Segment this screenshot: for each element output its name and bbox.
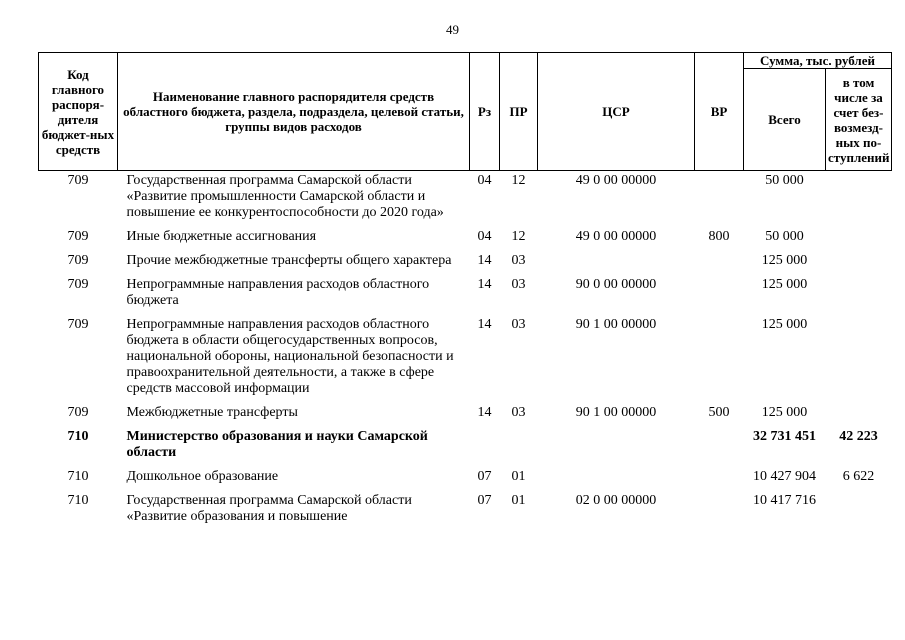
table-row (39, 171, 892, 230)
cell-rz: 14 (477, 253, 492, 268)
header-name: Наименование главного распорядителя средств областного бюджета, раздела, подраздела, целевой статьи, группы видов расходов (118, 53, 470, 171)
cell-csr: 49 0 00 00000 (575, 229, 657, 244)
cell-rz (470, 429, 500, 469)
cell-name: Государственная программа Самарской области «Развитие образования и повышение (126, 493, 412, 524)
budget-table (38, 52, 892, 533)
cell-name: Непрограммные направления расходов областного бюджета в области общегосударственных вопросов, национальной обороны, национальной безопасности и правоохранительной деятельности, а также в сфере средств массовой информации (126, 317, 454, 396)
cell-total: 125 000 (761, 317, 808, 332)
cell-csr: 49 0 00 00000 (575, 173, 657, 188)
header-pr: ПР (500, 53, 538, 171)
table-row (39, 253, 892, 277)
cell-code: 709 (67, 317, 89, 332)
cell-vr (695, 171, 744, 230)
header-grant: в том числе за счет без-возмезд-ных по-ступлений (826, 69, 892, 171)
cell-grant: 42 223 (839, 429, 878, 444)
cell-grant (826, 317, 892, 405)
cell-grant (826, 171, 892, 230)
cell-name: Государственная программа Самарской области «Развитие промышленности Самарской области и повышение ее конкурентоспособности до 2020 года» (126, 173, 444, 220)
table-body (39, 171, 892, 534)
cell-rz: 04 (477, 173, 492, 188)
cell-vr (695, 429, 744, 469)
header-sum-title: Сумма, тыс. рублей (744, 53, 892, 69)
cell-grant (826, 277, 892, 317)
header-rz: Рз (470, 53, 500, 171)
cell-code: 710 (67, 429, 89, 444)
cell-csr: 02 0 00 00000 (575, 493, 657, 508)
cell-rz: 04 (477, 229, 492, 244)
cell-pr: 01 (511, 493, 526, 508)
cell-name: Иные бюджетные ассигнования (126, 229, 317, 244)
cell-grant: 6 622 (842, 469, 875, 484)
header-code: Код главного распоря-дителя бюджет-ных средств (39, 53, 118, 171)
table-row (39, 429, 892, 469)
cell-pr: 03 (511, 277, 526, 292)
cell-grant (826, 405, 892, 429)
cell-name: Министерство образования и науки Самарской области (126, 429, 428, 460)
cell-total: 32 731 451 (753, 429, 816, 444)
cell-total: 10 427 904 (753, 469, 816, 484)
cell-total: 50 000 (765, 229, 804, 244)
cell-rz: 07 (477, 493, 492, 508)
cell-pr: 03 (511, 253, 526, 268)
cell-total: 125 000 (761, 277, 808, 292)
cell-total: 125 000 (761, 253, 808, 268)
cell-pr: 01 (511, 469, 526, 484)
cell-rz: 07 (477, 469, 492, 484)
table-row (39, 317, 892, 405)
cell-vr: 500 (708, 405, 730, 420)
cell-name: Дошкольное образование (126, 469, 279, 484)
cell-code: 709 (67, 253, 89, 268)
cell-csr (538, 253, 695, 277)
cell-vr: 800 (708, 229, 730, 244)
cell-csr (538, 469, 695, 493)
cell-pr: 03 (511, 405, 526, 420)
page-number: 49 (446, 22, 459, 37)
cell-code: 710 (67, 493, 89, 508)
cell-vr (695, 253, 744, 277)
table-row (39, 229, 892, 253)
cell-csr: 90 1 00 00000 (575, 405, 657, 420)
cell-vr (695, 493, 744, 533)
cell-pr: 12 (511, 229, 526, 244)
table-header (39, 53, 892, 171)
cell-rz: 14 (477, 277, 492, 292)
cell-total: 125 000 (761, 405, 808, 420)
header-csr: ЦСР (538, 53, 695, 171)
cell-name: Прочие межбюджетные трансферты общего характера (126, 253, 452, 268)
cell-csr (538, 429, 695, 469)
header-total: Всего (744, 69, 826, 171)
table-row (39, 405, 892, 429)
cell-name: Межбюджетные трансферты (126, 405, 298, 420)
table-row (39, 469, 892, 493)
cell-csr: 90 0 00 00000 (575, 277, 657, 292)
cell-code: 709 (67, 405, 89, 420)
table-row (39, 277, 892, 317)
cell-pr (500, 429, 538, 469)
cell-grant (826, 229, 892, 253)
cell-total: 50 000 (765, 173, 804, 188)
header-vr: ВР (695, 53, 744, 171)
cell-rz: 14 (477, 317, 492, 332)
cell-total: 10 417 716 (753, 493, 816, 508)
cell-code: 710 (67, 469, 89, 484)
cell-pr: 03 (511, 317, 526, 332)
table-row (39, 493, 892, 533)
cell-name: Непрограммные направления расходов областного бюджета (126, 277, 430, 308)
cell-grant (826, 253, 892, 277)
cell-rz: 14 (477, 405, 492, 420)
cell-grant (826, 493, 892, 533)
cell-vr (695, 469, 744, 493)
cell-code: 709 (67, 277, 89, 292)
cell-pr: 12 (511, 173, 526, 188)
cell-csr: 90 1 00 00000 (575, 317, 657, 332)
cell-code: 709 (67, 229, 89, 244)
cell-code: 709 (67, 173, 89, 188)
cell-vr (695, 277, 744, 317)
cell-vr (695, 317, 744, 405)
